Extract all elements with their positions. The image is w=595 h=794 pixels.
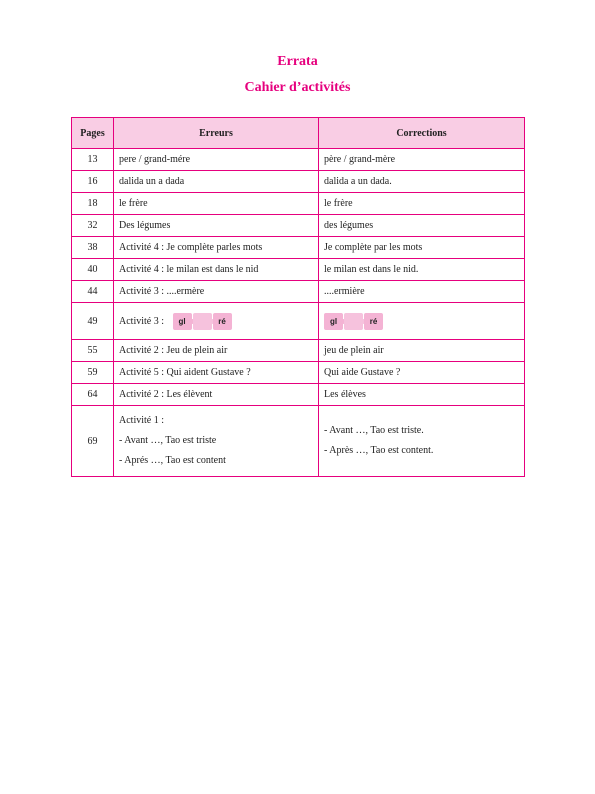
- error-line: - Aprés …, Tao est content: [119, 455, 226, 466]
- error-cell: Activité 3 : ....ermère: [114, 281, 319, 303]
- page-cell: 13: [72, 149, 114, 171]
- correction-cell: dalida a un dada.: [319, 171, 525, 193]
- page-cell: 44: [72, 281, 114, 303]
- error-line: - Avant …, Tao est triste: [119, 435, 217, 446]
- page-title: Errata: [277, 54, 318, 69]
- page-cell: 59: [72, 362, 114, 384]
- page-cell: 64: [72, 384, 114, 406]
- error-cell: le frère: [114, 193, 319, 215]
- error-cell: [114, 406, 319, 477]
- table-row: [72, 384, 525, 406]
- page-subtitle: Cahier d’activités: [244, 80, 351, 95]
- puzzle-piece: ré: [364, 313, 383, 330]
- correction-cell: le frère: [319, 193, 525, 215]
- header-errors: Erreurs: [114, 118, 319, 149]
- correction-cell: des légumes: [319, 215, 525, 237]
- table-row: [72, 259, 525, 281]
- error-cell: Activité 5 : Qui aident Gustave ?: [114, 362, 319, 384]
- correction-cell: père / grand-mère: [319, 149, 525, 171]
- puzzle-piece-blank: [344, 313, 363, 330]
- page-cell: 69: [72, 406, 114, 477]
- table-row: [72, 303, 525, 340]
- error-cell: Activité 2 : Jeu de plein air: [114, 340, 319, 362]
- page-cell: 40: [72, 259, 114, 281]
- table-row: [72, 281, 525, 303]
- table-row: [72, 362, 525, 384]
- syllable-puzzle-image: [324, 313, 384, 330]
- error-cell: Activité 2 : Les élèvent: [114, 384, 319, 406]
- table-row: [72, 237, 525, 259]
- errata-table: [71, 117, 525, 477]
- correction-cell: [319, 406, 525, 477]
- error-cell: Activité 4 : Je complète parles mots: [114, 237, 319, 259]
- correction-cell: Qui aide Gustave ?: [319, 362, 525, 384]
- header-pages: Pages: [72, 118, 114, 149]
- table-row: [72, 215, 525, 237]
- puzzle-piece-blank: [193, 313, 212, 330]
- correction-cell: Je complète par les mots: [319, 237, 525, 259]
- error-label: Activité 3 :: [119, 315, 164, 327]
- error-cell: dalida un a dada: [114, 171, 319, 193]
- puzzle-piece: gl: [324, 313, 343, 330]
- page-cell: 32: [72, 215, 114, 237]
- error-cell: Des légumes: [114, 215, 319, 237]
- puzzle-piece: ré: [213, 313, 232, 330]
- page-cell: 16: [72, 171, 114, 193]
- page-cell: 55: [72, 340, 114, 362]
- table-row: [72, 149, 525, 171]
- puzzle-piece: gl: [173, 313, 192, 330]
- error-cell: [114, 303, 319, 340]
- table-header-row: [72, 118, 525, 149]
- error-cell: Activité 4 : le milan est dans le nid: [114, 259, 319, 281]
- page-cell: 38: [72, 237, 114, 259]
- table-row: [72, 193, 525, 215]
- table-row: [72, 340, 525, 362]
- correction-cell: le milan est dans le nid.: [319, 259, 525, 281]
- correction-cell: [319, 303, 525, 340]
- error-line: Activité 1 :: [119, 415, 164, 426]
- syllable-puzzle-image: [173, 313, 233, 330]
- correction-line: - Après …, Tao est content.: [324, 445, 434, 456]
- error-cell: pere / grand-mére: [114, 149, 319, 171]
- correction-cell: ....ermière: [319, 281, 525, 303]
- header-corrections: Corrections: [319, 118, 525, 149]
- correction-line: - Avant …, Tao est triste.: [324, 425, 424, 436]
- table-row: [72, 406, 525, 477]
- page-cell: 18: [72, 193, 114, 215]
- page-cell: 49: [72, 303, 114, 340]
- correction-cell: Les élèves: [319, 384, 525, 406]
- correction-cell: jeu de plein air: [319, 340, 525, 362]
- table-row: [72, 171, 525, 193]
